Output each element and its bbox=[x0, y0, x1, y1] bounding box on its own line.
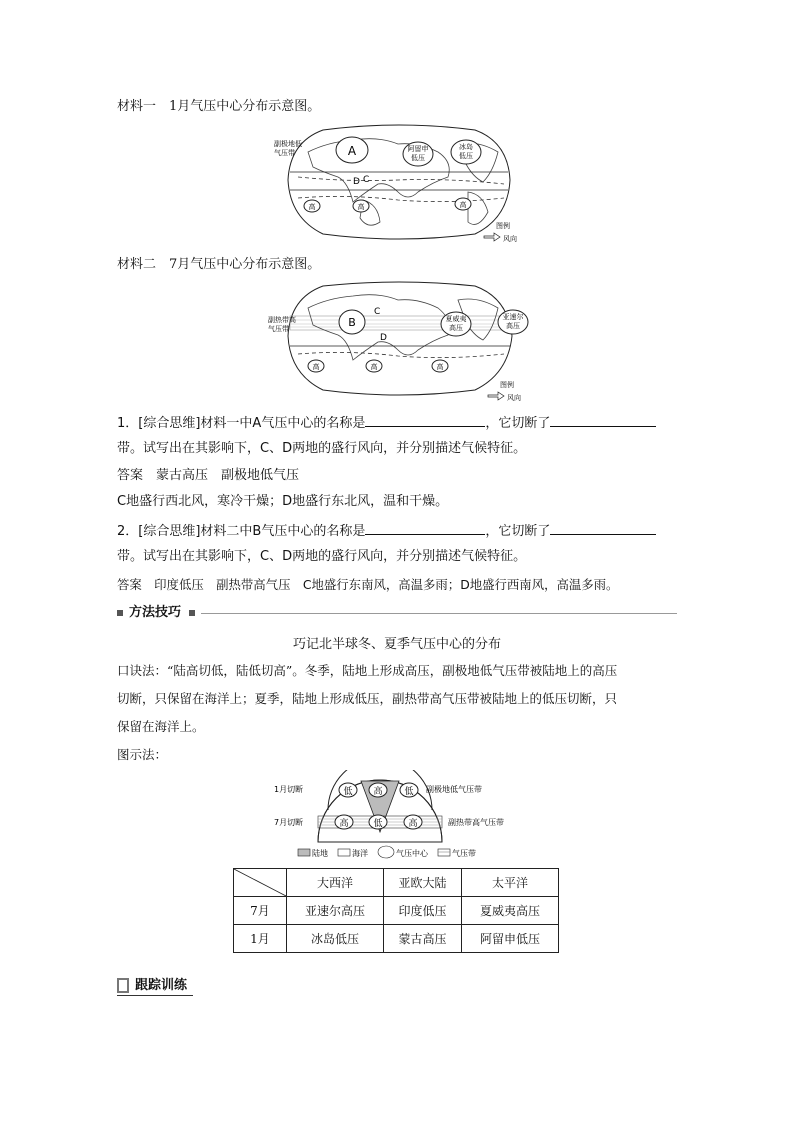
divider bbox=[201, 613, 677, 614]
diagram-method-label: 图示法： bbox=[117, 747, 168, 762]
method-title: 巧记北半球冬、夏季气压中心的分布 bbox=[292, 637, 501, 652]
table-cell: 1月 bbox=[234, 925, 287, 953]
answer-blank[interactable] bbox=[550, 412, 656, 427]
question-1-answer: 答案 蒙古高压 副极地低气压 bbox=[117, 468, 300, 483]
table-cell: 阿留申低压 bbox=[461, 925, 558, 953]
wind-arrow-icon bbox=[484, 233, 500, 241]
svg-text:陆地: 陆地 bbox=[312, 849, 328, 858]
table-row bbox=[234, 925, 559, 953]
map2-label-b: B bbox=[348, 316, 356, 329]
answer-blank[interactable] bbox=[365, 412, 485, 427]
svg-text:D: D bbox=[353, 177, 360, 187]
svg-text:高: 高 bbox=[339, 819, 349, 829]
table-corner-cell bbox=[234, 869, 287, 897]
method-section-header: 方法技巧 bbox=[117, 604, 677, 622]
svg-text:风向: 风向 bbox=[507, 394, 521, 402]
question-1-answer-detail: C地盛行西北风，寒冷干燥；D地盛行东北风，温和干燥。 bbox=[117, 494, 449, 509]
question-1-line2: 带。试写出在其影响下，C、D两地的盛行风向，并分别描述气候特征。 bbox=[117, 441, 527, 456]
answer-blank[interactable] bbox=[365, 520, 485, 535]
question-1-line1: 1．[综合思维]材料一中A气压中心的名称是 ，它切断了 bbox=[117, 412, 656, 433]
svg-text:低压: 低压 bbox=[411, 154, 425, 162]
svg-text:夏威夷: 夏威夷 bbox=[445, 315, 467, 323]
svg-text:气压带: 气压带 bbox=[268, 325, 289, 333]
material2-title: 材料二 7月气压中心分布示意图。 bbox=[117, 257, 321, 272]
svg-text:C: C bbox=[363, 175, 370, 185]
map1-label-a: A bbox=[347, 144, 357, 158]
svg-text:低压: 低压 bbox=[459, 152, 473, 160]
method-paragraph-line3: 保留在海洋上。 bbox=[117, 719, 205, 734]
svg-text:副热带高: 副热带高 bbox=[268, 316, 296, 324]
table-header-cell: 太平洋 bbox=[461, 869, 558, 897]
square-bullet-icon bbox=[117, 610, 123, 616]
svg-text:低: 低 bbox=[404, 787, 414, 797]
svg-text:高: 高 bbox=[373, 787, 383, 797]
svg-text:副极地低: 副极地低 bbox=[274, 140, 302, 148]
square-bullet-icon bbox=[189, 610, 195, 616]
july-pressure-map bbox=[268, 280, 530, 402]
svg-text:高: 高 bbox=[370, 363, 378, 371]
svg-text:高: 高 bbox=[436, 363, 444, 371]
table-header-cell: 大西洋 bbox=[287, 869, 384, 897]
svg-text:高: 高 bbox=[357, 203, 365, 211]
svg-text:副热带高气压带: 副热带高气压带 bbox=[448, 818, 504, 827]
svg-text:气压带: 气压带 bbox=[452, 849, 476, 858]
svg-text:高: 高 bbox=[408, 819, 418, 829]
svg-text:风向: 风向 bbox=[503, 235, 517, 243]
question-2-line1: 2．[综合思维]材料二中B气压中心的名称是 ，它切断了 bbox=[117, 520, 656, 541]
svg-text:阿留申: 阿留申 bbox=[407, 145, 429, 153]
svg-text:1月切断: 1月切断 bbox=[274, 785, 304, 794]
svg-text:海洋: 海洋 bbox=[352, 849, 368, 858]
svg-text:亚速尔: 亚速尔 bbox=[502, 313, 524, 321]
table-cell: 冰岛低压 bbox=[287, 925, 384, 953]
table-cell: 夏威夷高压 bbox=[461, 897, 558, 925]
method-paragraph-line1: 口诀法：“陆高切低，陆低切高”。冬季，陆地上形成高压，副极地低气压带被陆地上的高压 bbox=[117, 663, 618, 678]
january-pressure-map bbox=[268, 122, 530, 244]
table-cell: 印度低压 bbox=[384, 897, 462, 925]
material1-title: 材料一 1月气压中心分布示意图。 bbox=[117, 99, 321, 114]
svg-text:高压: 高压 bbox=[449, 324, 463, 332]
answer-blank[interactable] bbox=[550, 520, 656, 535]
svg-text:高: 高 bbox=[308, 203, 316, 211]
tracking-training-header: 跟踪训练 bbox=[117, 976, 317, 996]
divider bbox=[117, 995, 193, 996]
table-cell: 7月 bbox=[234, 897, 287, 925]
svg-text:气压中心: 气压中心 bbox=[396, 849, 428, 858]
table-cell: 亚速尔高压 bbox=[287, 897, 384, 925]
svg-text:高: 高 bbox=[459, 201, 467, 209]
svg-text:冰岛: 冰岛 bbox=[459, 143, 473, 151]
svg-text:气压带: 气压带 bbox=[274, 149, 295, 157]
svg-text:低: 低 bbox=[373, 819, 383, 829]
svg-text:图例: 图例 bbox=[496, 222, 510, 230]
pressure-belt-diagram bbox=[270, 770, 540, 860]
svg-text:图例: 图例 bbox=[500, 381, 514, 389]
table-row bbox=[234, 897, 559, 925]
svg-text:D: D bbox=[380, 333, 387, 343]
wind-arrow-icon bbox=[488, 392, 504, 400]
svg-text:7月切断: 7月切断 bbox=[274, 818, 304, 827]
svg-text:C: C bbox=[374, 307, 381, 317]
svg-text:高: 高 bbox=[312, 363, 320, 371]
question-2-line2: 带。试写出在其影响下，C、D两地的盛行风向，并分别描述气候特征。 bbox=[117, 549, 527, 564]
table-header-cell: 亚欧大陆 bbox=[384, 869, 462, 897]
svg-text:副极地低气压带: 副极地低气压带 bbox=[426, 785, 482, 794]
pressure-centers-table bbox=[233, 868, 559, 953]
method-paragraph-line2: 切断，只保留在海洋上；夏季，陆地上形成低压，副热带高气压带被陆地上的低压切断，只 bbox=[117, 691, 618, 706]
question-2-answer: 答案 印度低压 副热带高气压 C地盛行东南风，高温多雨；D地盛行西南风，高温多雨。 bbox=[117, 577, 619, 592]
table-row bbox=[234, 869, 559, 897]
svg-text:低: 低 bbox=[343, 787, 353, 797]
table-cell: 蒙古高压 bbox=[384, 925, 462, 953]
svg-text:高压: 高压 bbox=[506, 322, 520, 330]
